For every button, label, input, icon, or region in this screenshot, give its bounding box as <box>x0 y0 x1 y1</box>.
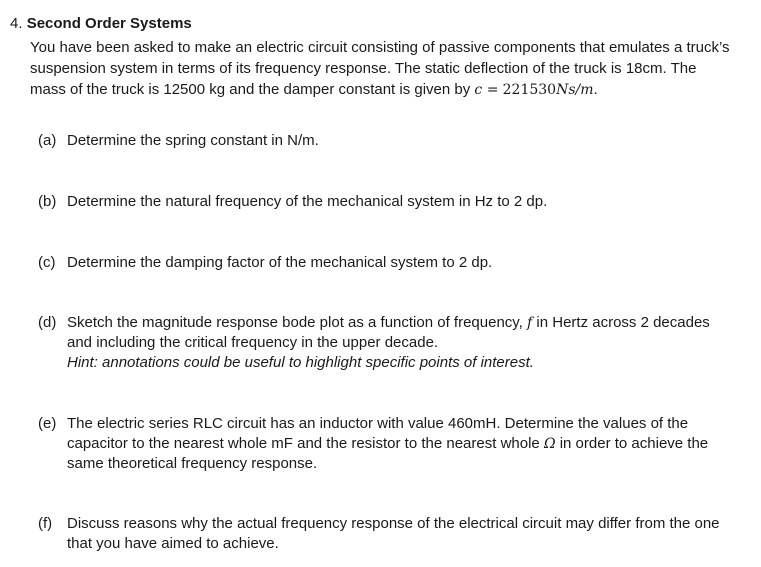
part-b <box>38 192 728 212</box>
damper-value: 221530 <box>502 82 557 98</box>
part-c <box>38 253 728 273</box>
part-text: in order to achieve the same theoretical frequency response. <box>67 435 709 472</box>
part-label: (d) <box>38 314 57 331</box>
part-text: Discuss reasons why the actual frequency response of the electrical circuit may differ from the one that you have aimed to achieve. <box>67 515 720 552</box>
part-d <box>38 313 728 373</box>
part-e <box>38 414 728 474</box>
part-label: (a) <box>38 132 57 149</box>
part-text: Determine the damping factor of the mechanical system to 2 dp. <box>67 254 493 271</box>
part-label: (f) <box>38 515 53 532</box>
damper-end: . <box>593 81 598 98</box>
part-text: Sketch the magnitude response bode plot as a function of frequency, <box>67 314 523 331</box>
question-intro <box>30 37 730 101</box>
part-label: (b) <box>38 193 57 210</box>
part-label: (c) <box>38 254 56 271</box>
question-number: 4. <box>10 15 23 32</box>
part-body <box>67 313 728 373</box>
part-text: The electric series RLC circuit has an inductor with value 460mH. Determine the values of the capacitor to the nearest whole mF and the resistor to the nearest whole <box>67 415 689 452</box>
part-hint: Hint: annotations could be useful to highlight specific points of interest. <box>67 354 534 371</box>
intro-text: You have been asked to make an electric circuit consisting of passive components that emulates a truck’s suspension system in terms of its frequency response. The static deflection of the truck is 18cm. The mass of the truck is 12500 kg and the damper constant is given by <box>30 39 730 98</box>
ohm-symbol: Ω <box>543 436 556 452</box>
part-body <box>67 414 728 474</box>
part-text: Determine the natural frequency of the mechanical system in Hz to 2 dp. <box>67 193 548 210</box>
question-title: Second Order Systems <box>26 15 192 32</box>
part-label: (e) <box>38 415 57 432</box>
question-header <box>10 15 192 32</box>
part-f <box>38 514 728 554</box>
damper-symbol: c = <box>474 82 499 98</box>
damper-unit: Ns/m <box>556 82 594 98</box>
part-a <box>38 131 728 151</box>
part-text: Determine the spring constant in N/m. <box>67 132 319 149</box>
part-text: in Hertz across 2 decades and including the critical frequency in the upper decade. <box>67 314 710 351</box>
frequency-symbol: f <box>527 315 533 331</box>
